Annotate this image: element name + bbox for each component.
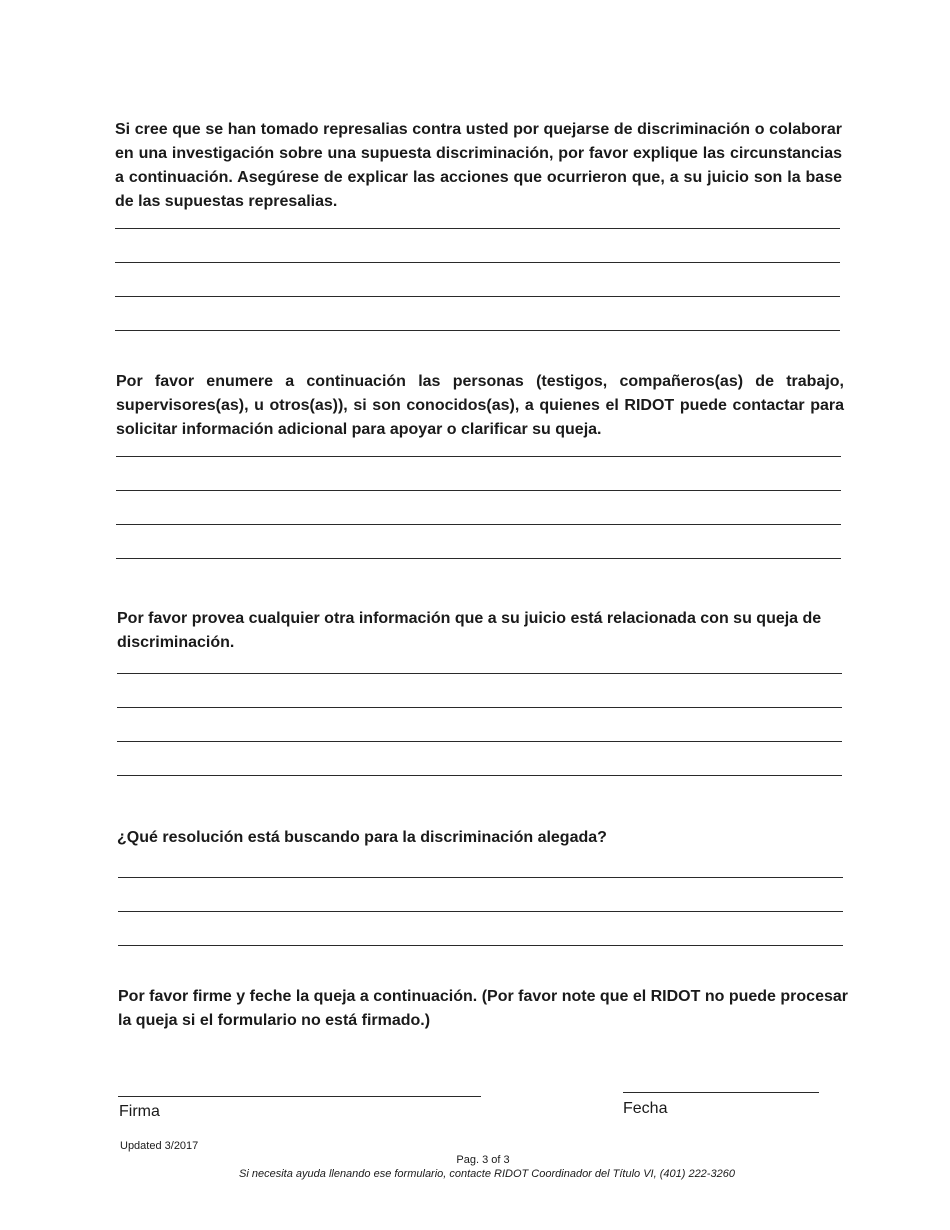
contacts-answer-line-4[interactable]: [116, 558, 841, 559]
retaliation-answer-line-2[interactable]: [115, 262, 840, 263]
retaliation-answer-line-1[interactable]: [115, 228, 840, 229]
other-info-answer-line-3[interactable]: [117, 741, 842, 742]
signature-label: Firma: [119, 1103, 160, 1120]
help-contact: Si necesita ayuda llenando ese formulario, contacte RIDOT Coordinador del Título VI, (401) 222-3260: [239, 1168, 735, 1180]
other-info-answer-line-1[interactable]: [117, 673, 842, 674]
retaliation-answer-line-3[interactable]: [115, 296, 840, 297]
resolution-question: ¿Qué resolución está buscando para la discriminación alegada?: [117, 829, 607, 846]
retaliation-question: Si cree que se han tomado represalias contra usted por quejarse de discriminación o colaborar en una investigación sobre una supuesta discriminación, por favor explique las circunstancias a continuación. Asegúrese de explicar las acciones que ocurrieron que, a su juicio son la base de las supuestas represalias.: [115, 121, 842, 210]
contacts-answer-line-3[interactable]: [116, 524, 841, 525]
resolution-answer-line-3[interactable]: [118, 945, 843, 946]
updated-date: Updated 3/2017: [120, 1140, 199, 1152]
contacts-answer-line-1[interactable]: [116, 456, 841, 457]
date-label: Fecha: [623, 1100, 668, 1117]
page-number: Pag. 3 of 3: [456, 1154, 510, 1166]
resolution-answer-line-2[interactable]: [118, 911, 843, 912]
other-info-answer-line-2[interactable]: [117, 707, 842, 708]
date-line[interactable]: [623, 1092, 819, 1093]
other-info-answer-line-4[interactable]: [117, 775, 842, 776]
sign-instruction: Por favor firme y feche la queja a continuación. (Por favor note que el RIDOT no puede procesar la queja si el formulario no está firmado.): [118, 988, 848, 1029]
signature-line[interactable]: [118, 1096, 481, 1097]
contacts-answer-line-2[interactable]: [116, 490, 841, 491]
resolution-answer-line-1[interactable]: [118, 877, 843, 878]
contacts-question: Por favor enumere a continuación las personas (testigos, compañeros(as) de trabajo, supervisores(as), u otros(as)), si son conocidos(as), a quienes el RIDOT puede contactar para solicitar información adicional para apoyar o clarificar su queja.: [116, 373, 844, 438]
retaliation-answer-line-4[interactable]: [115, 330, 840, 331]
other-info-question: Por favor provea cualquier otra información que a su juicio está relacionada con su queja de discriminación.: [117, 610, 822, 651]
